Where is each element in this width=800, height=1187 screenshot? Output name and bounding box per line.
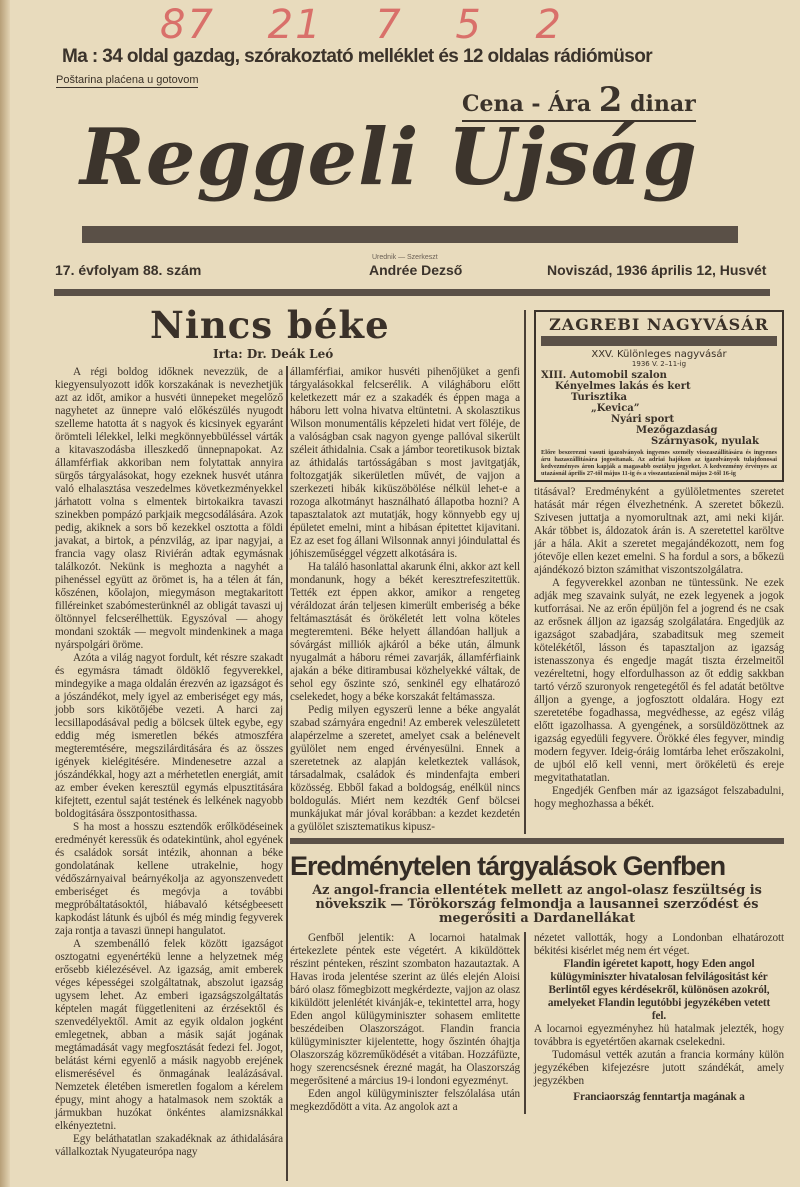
lead-article-right-columns [290, 310, 784, 834]
header-rule [54, 289, 770, 296]
postal-note: Poštarina plaćena u gotovom [56, 74, 199, 86]
lead-article-column-1 [55, 366, 283, 1159]
price-prefix: Cena - Ára [462, 91, 592, 117]
paragraph: A fegyverekkel azonban ne tüntessünk. Ne ezek adják meg szavaink sulyát, ne ezek legyenek a jogok kutforrásai. Ne az erőn épüljön fel a jogrend és ne csak az erősnek álljon az igazság szolgálatára. Engedjük az igazságot szabadjára, szabaditsuk meg szemeit kötelékétől, lásson és tapasztaljon az igazság istenasszonya és engedje magát tiszta érzelmeitől vezéreltetni, hogy elfordulhasson az őt eddig sakkban tartó vérző szuronyok rengetegétől és fel adatát betöltve álljon a gyenge, a jogfosztott oldalára. Hogy ezt szeretetébe fogadhassa, megvédhesse, az egész világ előtt igazolhassa. A gyengének, a sorsüldözöttnek az igazság egyedüli fegyvere. Örökké éles fegyver, mindig modern fegyver. Ideig-óráig lomtárba lehet erőszakolni, de ujból elő kell venni, mert örökéletü és ereje megvitathatatlan. [534, 577, 784, 784]
page-edge [0, 0, 10, 1187]
ad-item: Turisztika [571, 392, 627, 403]
paragraph: Azóta a világ nagyot fordult, két részre szakadt és egymásra támadt öldöklő fegyverekkel, mindegyike a maga oldalán érezvén az igazságot és a jószándékot, mely igyel az emberiséget egy más, jobb sors kikötőjébe vezeti. A harci zaj lecsillapodásával pedig a bölcsek ültek egybe, egy eddig még ismeretlen békés atmoszféra megteremtésére, megszilárditására és az összes igények kielégitésére. Mindenesetre azzal a jószándékkal, hogy azt a mérhetetlen energiát, amit az ember éveken keresztül egymás elpusztitására kifejtett, ezentul saját testének és lelkének nagyobb boldogitására összpontosithassa. [55, 652, 283, 820]
paragraph: Ha találó hasonlattal akarunk élni, akkor azt kell mondanunk, hogy a békét keresztrefeszitettük. Tették ezt éppen akkor, amikor a rengeteg véráldozat árán teljesen kimerült emberiség a béke feltámasztását és örökéletét lett volna köteles megteremteni. Béke helyett állandóan halljuk a sóvárgást milliók ajkáról a béke után, álmunk nyugalmát a háboru rémei zavarják, államférfiaink ajakán a béke ditirambusai közhelyekké váltak, de sehol egy őszinte szó, senkinél egy elhatározó cselekedet, hogy a béke korszakát feltámassza. [290, 561, 520, 703]
price-suffix: dinar [630, 91, 696, 117]
supplement-banner: Ma : 34 oldal gazdag, szórakoztató melléklet és 12 oldalas rádiómüsor [62, 46, 653, 67]
ad-item: Szárnyasok, nyulak [651, 436, 759, 447]
ad-item-list [541, 370, 777, 447]
ad-item: Nyári sport [611, 414, 675, 425]
ad-fine-print: Előre beszerezni vasuti igazolványok ingyenes személy visszaszállitására és ingyenes áru hazaszállitására jogositanak. Az adriai hajókon az igazolványok tulajdonosai kedvezményes áron kapják a magasabb osztályu jegyeket. A kedvezmény érvényes az utazásnál április 27-től május 11-ig és a visszautazásnál május 2-től 16-ig [541, 449, 777, 477]
ad-title: ZAGREBI NAGYVÁSÁR [549, 315, 769, 334]
paragraph: államférfiai, amikor husvéti pihenőjüket a genfi tárgyalásokkal felcserélik. A világháboru előtt keletkezett már ez a szakadék és éppen maga a háboru lett volna hivatva eltüntetni. A skolasztikus Wilson monumentális képzeleti hidat vert föléje, de a valóságban csak nagyon gyenge pallóval sikerült széleit áthidalnia. Csak a jámbor teoretikusok biztak az áthidalás tartósságában s most javitgatják, foltozgatják sikerületlen művét, de vajjon a szerkezeti hibák kiküszöbölése nélkül lehet-e a rozoga alkotmányt használható állapotba hozni? A tapasztalatok azt mutatják, hogy könnyebb egy uj épületet emelni, mint a hibásan épitettet kijavitani. Ez az eset fog állani Wilsonnak annyi jóindulattal és jóhiszeműséggel végzett alkotására is. [290, 366, 520, 560]
masthead-title: Reggeli Ujság [80, 112, 698, 203]
ad-subtitle: XXV. Különleges nagyvásár [591, 349, 727, 360]
volume-number: 17. évfolyam 88. szám [55, 262, 202, 278]
ad-item: „Kevica” [591, 403, 640, 414]
column-divider [286, 366, 288, 1181]
paragraph: titásával? Eredményként a gyülöletmentes szeretet hatását már régen élvezhetnénk. A szeretet bőkezü. Szivesen juttatja a nyomorultnak azt, ami neki kijár. Akár többet is, áldozatok árán is. A szeretettel karöltve jár a hála. Akit a szeretet megajándékozott, nem fog jótevője ellen kezet emelni. S ha fordul a sors, a bőkezü ajándékozó bizton számithat viszontszolgálatra. [534, 486, 784, 576]
ad-dates: 1936 V. 2–11-ig [631, 360, 687, 368]
paragraph: A szembenálló felek között igazságot osztogatni egyenértékü lenne a helyzetnek még erősebb kiélezésével. Az igazság, amit emberek véges képességei szolgáltatnak, abszolut igazság ugysem lehet. Az emberi igazságszolgáltatás képtelen magát függetleniteni az érzésektől és szenvedélyektől. Amit az egyik oldalon jogként emlegetnek, abban a másik saját jogának megtámadását vagy megfosztását fedezi fel. Jogot, belátást kérni egyenlő a másik nagyobb erejének elismerésével és önmagának lealázásával. Nemzetek életében ismeretlen fogalom a kérelem épugy, mint ahogy a hatalmasok nem szokták a jármukban huzókat önkéntes alamizsnákkal elkényeztetni. [55, 938, 283, 1132]
genf-article-columns [290, 932, 784, 1114]
lead-article-byline: Irta: Dr. Deák Leó [213, 347, 334, 361]
ad-band [541, 336, 777, 346]
genf-article-column-2 [534, 932, 784, 1114]
ad-item: Kényelmes lakás és kert [555, 381, 691, 392]
paragraph: Egy beláthatatlan szakadéknak az áthidalására vállalkoztak Nyugateurópa nagy [55, 1133, 283, 1158]
price-number: 2 [598, 80, 623, 120]
genf-article-title: Eredménytelen tárgyalások Genfben [290, 851, 726, 881]
section-rule [290, 838, 784, 844]
ad-item: XIII. Automobil szalon [541, 370, 667, 381]
zagreb-fair-advertisement [534, 310, 784, 482]
paragraph: Tudomásul vették azután a francia kormány külön jegyzékében kifejezésre jutott szándékát, amely jegyzékben [534, 1049, 784, 1087]
paragraph: nézetet vallották, hogy a Londonban elhatározott békitési kisérlet még nem ért véget. [534, 932, 784, 957]
ad-item: Mezőgazdaság [636, 425, 718, 436]
right-section [290, 310, 784, 1114]
bold-paragraph: Franciaország fenntartja magának a [573, 1091, 745, 1103]
lead-article-column-3 [534, 486, 784, 811]
paragraph: Eden angol külügyminiszter felszólalása után megkezdődött a vita. Az angolok azt a [290, 1088, 520, 1113]
handwritten-archive-number: 87 21 7 5 2 [160, 2, 564, 48]
lead-article-column-2 [290, 310, 526, 834]
genf-article-column-1 [290, 932, 526, 1114]
masthead-rule [82, 226, 738, 243]
bold-paragraph: Flandin igéretet kapott, hogy Eden angol külügyminiszter hivatalosan felvilágositást kér Berlintől egyes kérdésekről, különösen azokról, amelyeket Flandin legutóbbi jegyzékében vetett fel. [547, 958, 771, 1022]
paragraph: Genfből jelentik: A locarnoi hatalmak értekezlete péntek este végetért. A kiküldöttek részint pénteken, részint szombaton hazautaztak. A Havas iroda jelentése szerint az ülés elején Aloisi báró olasz főmegbizott megkérdezte, vajjon az olasz kiküldött jelenlétét kivánják-e, tekintettel arra, hogy Eden angol külügyminiszter sohasem emlitette beszédeiben Olaszországot. Flandin francia külügyminiszter kijelentette, hogy őszintén óhajtja Olaszország közreműködését a vitában. Hozzáfüzte, hogy szerencsésnek érezné magát, ha Olaszország megerősitené a március 19-i londoni egyezményt. [290, 932, 520, 1087]
lead-article-title: Nincs béke [150, 303, 390, 347]
genf-article-subtitle: Az angol-francia ellentétek mellett az angol-olasz feszültség is növekszik — Törökország felmondja a lausannei szerződést és megerősiti a Dardanellákat [312, 883, 762, 926]
right-column-stack [534, 310, 784, 834]
paragraph: S ha most a hosszu esztendők erőlködéseinek eredményét keressük és odatekintünk, ahol egyének és családok sorsát intézik, ahonnan a béke gondolatának kellene utrakelnie, hogy védőszárnyaival beárnyékolja az agyonszenvedett emberiséget és megóvja a további megpróbáltatásoktól, hiábavaló kétségbeesett kapkodást látunk és ujból és még mindig fegyverek zaja rontja a tavaszi ünnepi hangulatot. [55, 821, 283, 937]
place-date: Noviszád, 1936 április 12, Husvét [547, 262, 767, 278]
paragraph: Pedig milyen egyszerü lenne a béke angyalát szabad szárnyára engedni! Az emberek veleszületett alapérzelme a szeretet, amelyet csak a belénevelt gyülölet nem enged érvényesülni. Ennek a szeretetnek az alapján keletkeztek vallások, társadalmak, családok és mindenfajta emberi közösség. Ebből fakad a boldogság, enélkül nincs boldogulás. Miért nem kezdték Genf bölcsei munkájukat már jóval korábban: a kezdet kezdetén a gyülölet szisztematikus kipusz- [290, 704, 520, 833]
paragraph: A régi boldog időknek nevezzük, de a kiegyensulyozott idők korszakának is nevezhetjük azt az időt, amikor a husvéti ünnepeket megelőző nagyhetet az ünnepre való előkészülés nyugodt szelleme hatotta át s nagyok és kicsinyek egyaránt örömteli lélekkel, lelki megkönnyebbüléssel várták a kitavaszodásba illeszkedő ünnepnapokat. Az államférfiak akkoriban nem folytattak annyira sürgős tárgyalásokat, hogy ezeknek husvét utánra való elhalasztása veszedelmes következményekkel járhatott volna s elmentek birtokaikra tavaszi szinekben pompázó parkjaik megcsodálására. Azok pedig, akiknek a sors bő kezekkel osztotta a földi javakat, a birtok, a pénzvilág, az ipar nagyjai, a francia vagy olasz Riviérán adtak egymásnak találkozót. Nekünk is meghozta a nagyhét a pihenéssel együtt az örömet is, ha a télen át fán, kőszénen, kőolajon, miegymáson megtakaritott filléreinket szabómesterünknél az obligát tavaszi uj öltönnyel felcserélhettük. Egyszóval — ahogy mondani szokták — megvolt mindenkinek a maga nyárspolgári öröme. [55, 366, 283, 651]
paragraph: A locarnoi egyezményhez hü hatalmak jelezték, hogy továbbra is egyetértően akarnak cselekedni. [534, 1023, 784, 1048]
editor-label: Urednik — Szerkeszt [372, 254, 438, 261]
paragraph: Engedjék Genfben már az igazságot felszabadulni, hogy meghozhassa a békét. [534, 785, 784, 810]
editor-name: Andrée Dezső [369, 262, 463, 278]
